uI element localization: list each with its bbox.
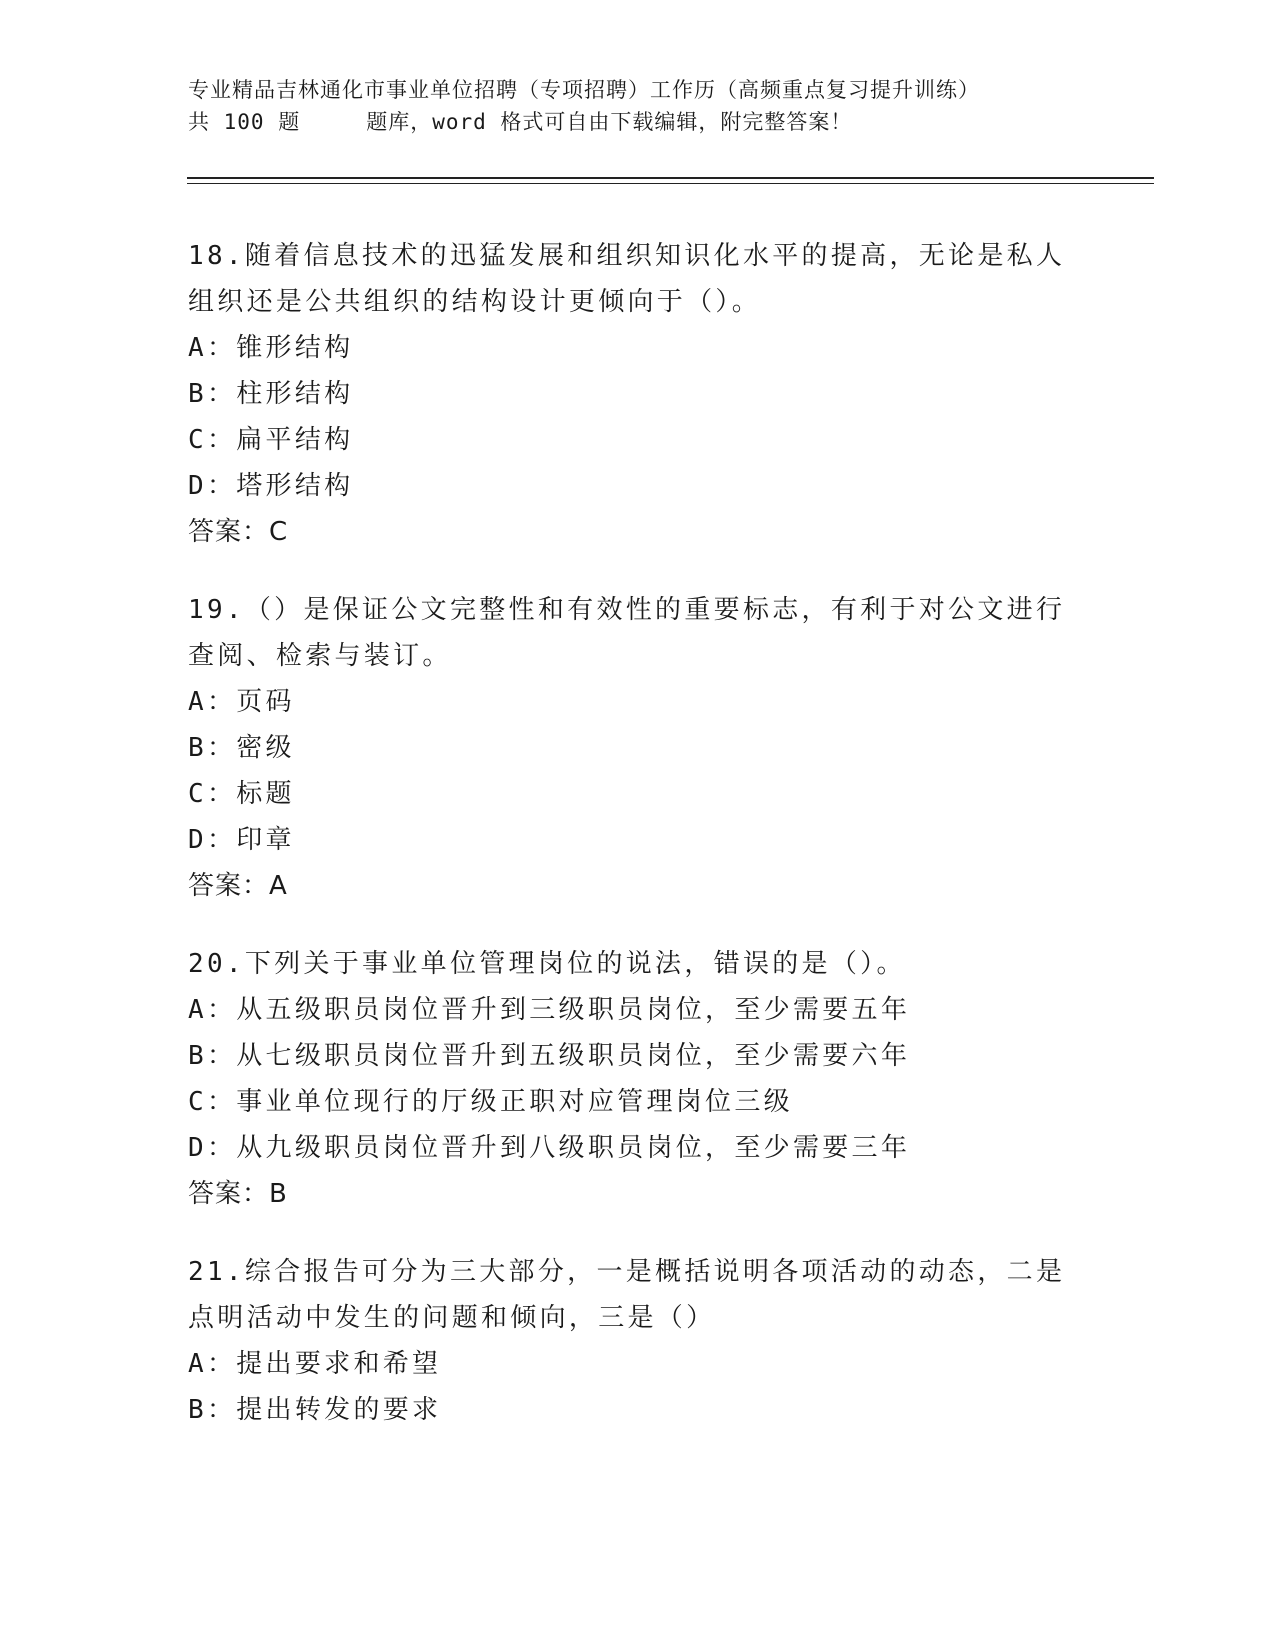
option-c: C：事业单位现行的厅级正职对应管理岗位三级 (188, 1087, 793, 1117)
header-divider-thick (187, 177, 1154, 179)
option-a: A：页码 (188, 687, 295, 717)
answer-line: 答案：A (188, 871, 288, 901)
option-c: C：扁平结构 (188, 425, 354, 455)
question-20 (188, 941, 1088, 1217)
option-d: D：从九级职员岗位晋升到八级职员岗位，至少需要三年 (188, 1133, 911, 1163)
question-19 (188, 587, 1088, 909)
question-stem: 18.随着信息技术的迅猛发展和组织知识化水平的提高，无论是私人组织还是公共组织的结构设计更倾向于（）。 (188, 241, 1066, 317)
answer-line: 答案：B (188, 1179, 288, 1209)
option-a: A：从五级职员岗位晋升到三级职员岗位，至少需要五年 (188, 995, 911, 1025)
header-divider-thin (187, 183, 1154, 184)
option-b: B：从七级职员岗位晋升到五级职员岗位，至少需要六年 (188, 1041, 911, 1071)
header-title: 专业精品吉林通化市事业单位招聘（专项招聘）工作历（高频重点复习提升训练） (188, 78, 980, 102)
option-d: D：塔形结构 (188, 471, 354, 501)
question-list (188, 233, 1088, 1465)
option-b: B：柱形结构 (188, 379, 354, 409)
answer-line: 答案：C (188, 517, 289, 547)
option-d: D：印章 (188, 825, 295, 855)
option-a: A：提出要求和希望 (188, 1349, 442, 1379)
option-b: B：密级 (188, 733, 295, 763)
header-question-count: 共 100 题 (188, 110, 301, 134)
question-stem: 20.下列关于事业单位管理岗位的说法，错误的是（）。 (188, 949, 906, 979)
question-21 (188, 1249, 1088, 1433)
option-a: A：锥形结构 (188, 333, 354, 363)
header-subtitle (188, 106, 1088, 138)
option-b: B：提出转发的要求 (188, 1395, 442, 1425)
question-18 (188, 233, 1088, 555)
header-description: 题库，word 格式可自由下载编辑，附完整答案！ (366, 110, 853, 134)
option-c: C：标题 (188, 779, 295, 809)
question-stem: 19.（）是保证公文完整性和有效性的重要标志，有利于对公文进行查阅、检索与装订。 (188, 595, 1066, 671)
document-header (188, 74, 1088, 138)
question-stem: 21.综合报告可分为三大部分，一是概括说明各项活动的动态，二是点明活动中发生的问题和倾向，三是（） (188, 1257, 1066, 1333)
